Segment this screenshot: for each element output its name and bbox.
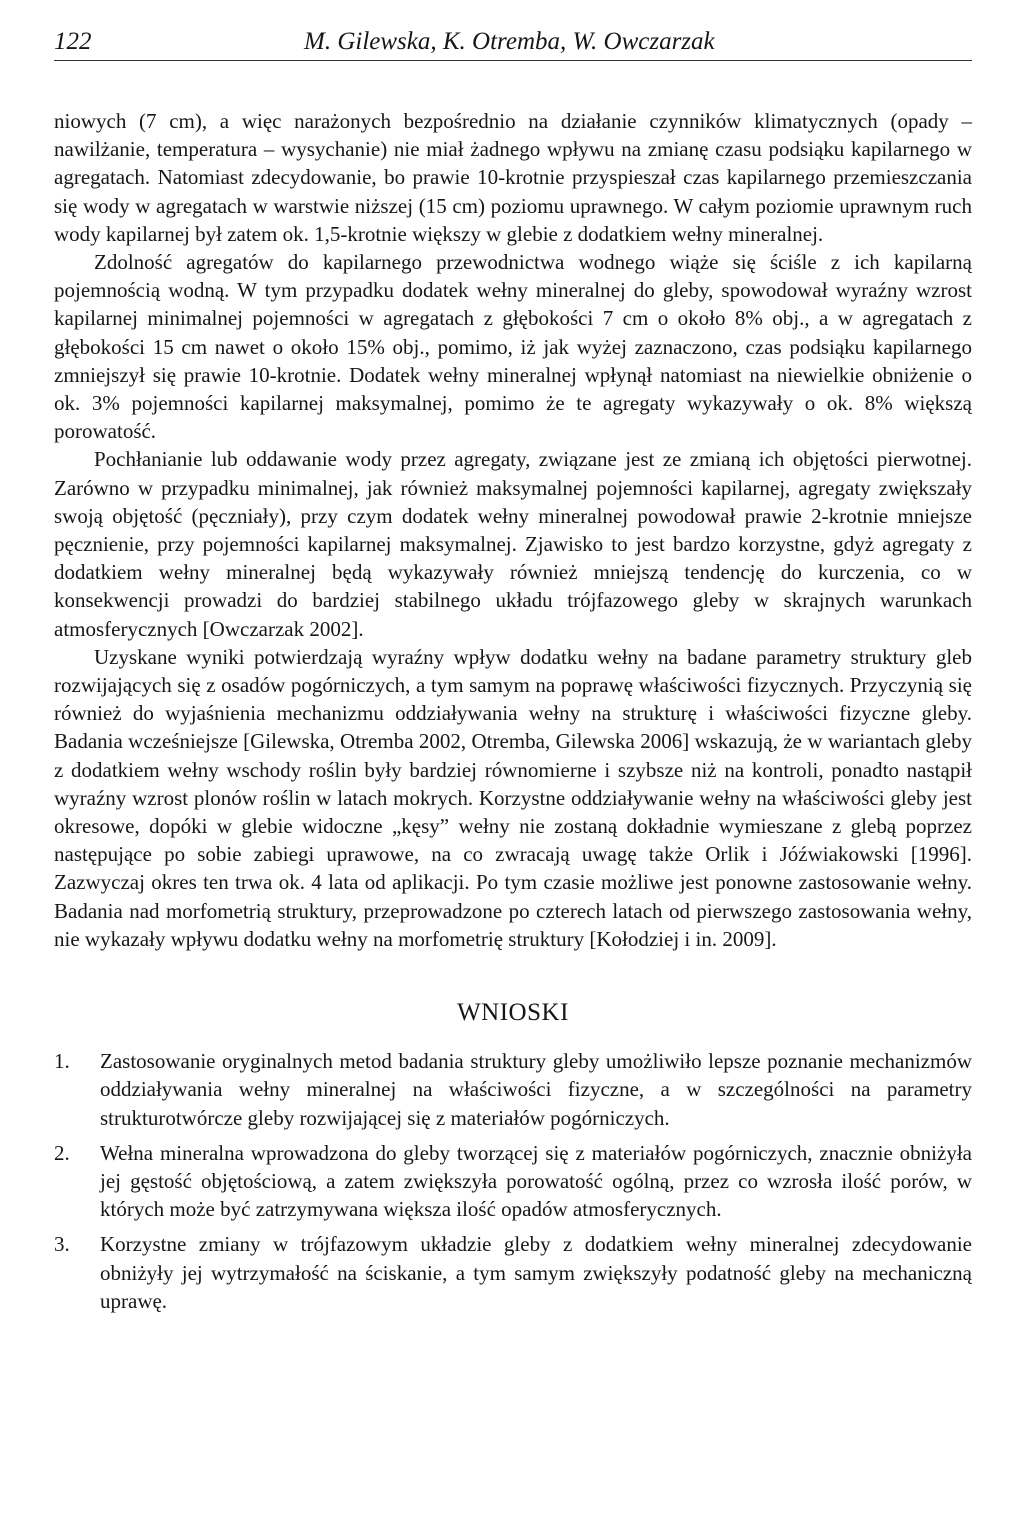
paragraph: niowych (7 cm), a więc narażonych bezpośrednio na działanie czynników klimatycznych (opady – nawilżanie, temperatura – wysychanie) nie miał żadnego wpływu na zmianę czasu podsiąku kapilarnego w agregatach. Natomiast zdecydowanie, bo prawie 10-krotnie przyspieszał czas kapilarnego przemieszczania się wody w agregatach w warstwie niższej (15 cm) poziomu uprawnego. W całym poziomie uprawnym ruch wody kapilarnej był zatem ok. 1,5-krotnie większy w glebie z dodatkiem wełny mineralnej. [54, 109, 972, 246]
list-item [54, 1047, 972, 1132]
list-item-number: 1. [54, 1049, 70, 1074]
page-number: 122 [54, 28, 92, 55]
list-item [54, 1230, 972, 1315]
list-item-text: Wełna mineralna wprowadzona do gleby tworzącej się z materiałów pogórniczych, znacznie obniżyła jej gęstość objętościową, a zatem zwiększyła porowatość ogólną, przez co wzrosła ilość porów, w których może być zatrzymywana większa ilość opadów atmosferycznych. [100, 1140, 972, 1222]
list-item-number: 3. [54, 1232, 70, 1257]
running-header [54, 14, 972, 61]
list-item-text: Zastosowanie oryginalnych metod badania struktury gleby umożliwiło lepsze poznanie mechanizmów oddziaływania wełny mineralnej na właściwości fizyczne, a w szczególności na parametry strukturotwórcze gleby rozwijającej się z materiałów pogórniczych. [100, 1049, 972, 1130]
list-item-text: Korzystne zmiany w trójfazowym układzie gleby z dodatkiem wełny mineralnej zdecydowanie obniżyły jej wytrzymałość na ściskanie, a tym samym zwiększyły podatność gleby na mechaniczną uprawę. [100, 1232, 972, 1313]
conclusions-list [54, 1047, 972, 1315]
paragraph: Uzyskane wyniki potwierdzają wyraźny wpływ dodatku wełny na badane parametry struktury gleb rozwijających się z osadów pogórniczych, a tym samym na poprawę właściwości fizycznych. Przyczynią się również do wyjaśnienia mechanizmu oddziaływania wełny na strukturę i właściwości fizyczne gleby. Badania wcześniejsze [Gilewska, Otremba 2002, Otremba, Gilewska 2006] wskazują, że w wariantach gleby z dodatkiem wełny wschody roślin były bardziej równomierne i szybsze niż na kontroli, ponadto nastąpił wyraźny wzrost plonów roślin w latach mokrych. Korzystne oddziaływanie wełny na właściwości gleby jest okresowe, dopóki w glebie widoczne „kęsy” wełny nie zostaną dokładnie wymieszane z glebą poprzez następujące po sobie zabiegi uprawowe, na co zwracają uwagę także Orlik i Jóźwiakowski [1996]. Zazwyczaj okres ten trwa ok. 4 lata od aplikacji. Po tym czasie możliwe jest ponowne zastosowanie wełny. Badania nad morfometrią struktury, przeprowadzone po czterech latach od pierwszego zastosowania wełny, nie wykazały wpływu dodatku wełny na morfometrię struktury [Kołodziej i in. 2009]. [54, 644, 972, 951]
body-text [54, 107, 972, 953]
section-heading: WNIOSKI [457, 999, 569, 1027]
paragraph: Pochłanianie lub oddawanie wody przez agregaty, związane jest ze zmianą ich objętości pierwotnej. Zarówno w przypadku minimalnej, jak również maksymalnej pojemności kapilarnej, agregaty zwiększały swoją objętość (pęczniały), przy czym dodatek wełny mineralnej powodował prawie 2-krotnie mniejsze pęcznienie, przy pojemności kapilarnej maksymalnej. Zjawisko to jest bardzo korzystne, gdyż agregaty z dodatkiem wełny mineralnej będą wykazywały również mniejszą tendencję do kurczenia, co w konsekwencji prowadzi do bardziej stabilnego układu trójfazowego gleby w skrajnych warunkach atmosferycznych [Owczarzak 2002]. [54, 447, 972, 641]
list-item-number: 2. [54, 1140, 70, 1165]
document-page [54, 14, 972, 1322]
list-item [54, 1139, 972, 1224]
running-title: M. Gilewska, K. Otremba, W. Owczarzak [304, 28, 715, 55]
paragraph: Zdolność agregatów do kapilarnego przewodnictwa wodnego wiąże się ściśle z ich kapilarną pojemnością wodną. W tym przypadku dodatek wełny mineralnej do gleby, spowodował wyraźny wzrost kapilarnej minimalnej pojemności w agregatach z głębokości 7 cm o około 8% obj., a w agregatach z głębokości 15 cm nawet o około 15% obj., pomimo, iż jak wyżej zaznaczono, czas podsiąku kapilarnego zmniejszył się prawie 10-krotnie. Dodatek wełny mineralnej wpłynął natomiast na niewielkie obniżenie o ok. 3% pojemności kapilarnej maksymalnej, pomimo że te agregaty wykazywały o ok. 8% większą porowatość. [54, 250, 972, 444]
